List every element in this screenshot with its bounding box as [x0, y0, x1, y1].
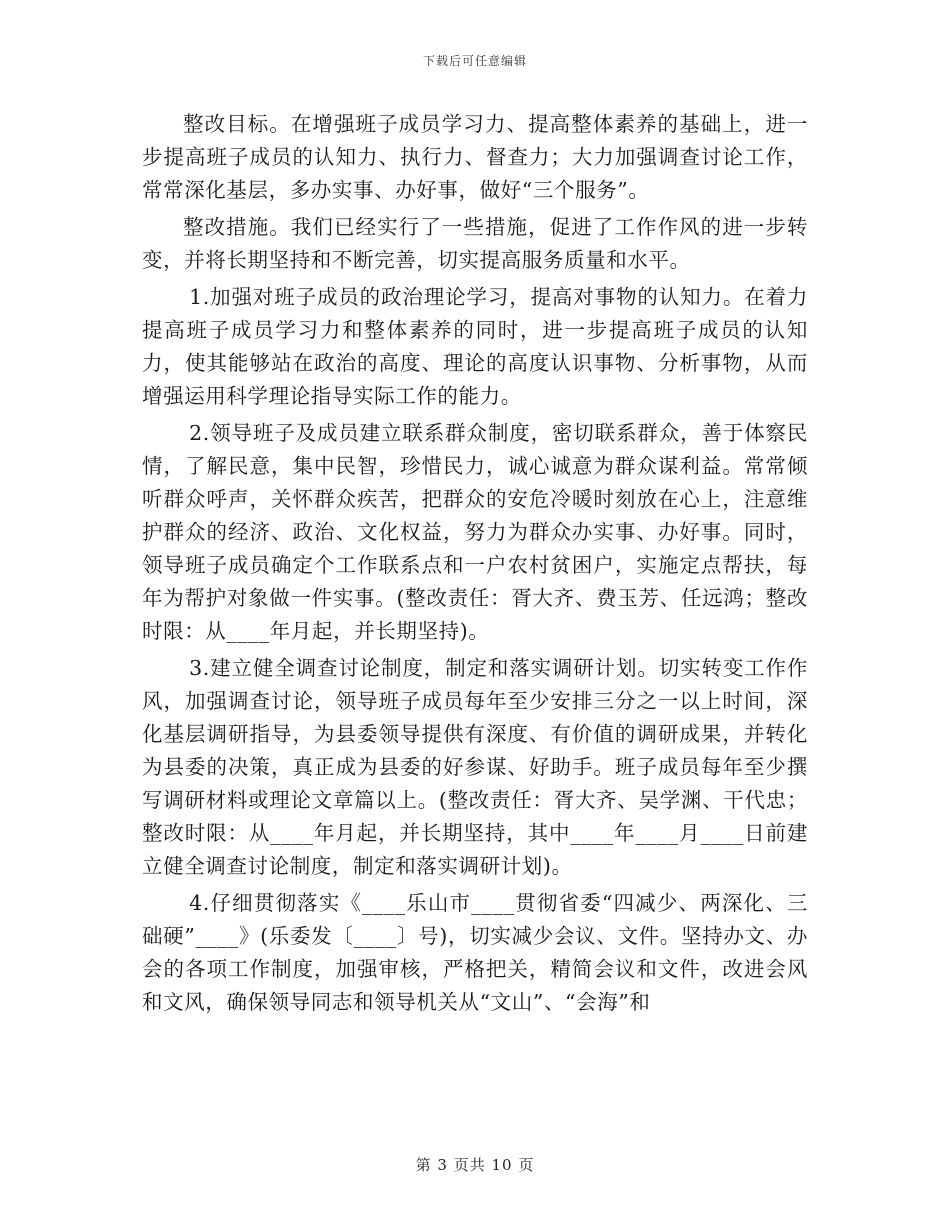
document-body [142, 108, 808, 1019]
paragraph-measures: 整改措施。我们已经实行了一些措施，促进了工作作风的进一步转变，并将长期坚持和不断完善，切实提高服务质量和水平。 [142, 215, 808, 272]
page-number: 第 3 页共 10 页 [415, 1156, 535, 1174]
paragraph-item-4: 4.仔细贯彻落实《____乐山市____贯彻省委“四减少、两深化、三础硬”____》(乐委发〔____〕号)，切实减少会议、文件。坚持办文、办会的各项工作制度，加强审核，严格把关，精简会议和文件，改进会风和文风，确保领导同志和领导机关从“文山”、“会海”和 [142, 891, 808, 1014]
paragraph-item-3: 3.建立健全调查讨论制度，制定和落实调研计划。切实转变工作作风，加强调查讨论，领导班子成员每年至少安排三分之一以上时间，深化基层调研指导，为县委领导提供有深度、有价值的调研成果，并转化为县委的决策，真正成为县委的好参谋、好助手。班子成员每年至少撰写调研材料或理论文章篇以上。(整改责任：胥大齐、吴学渊、干代忠；整改时限：从____年月起，并长期坚持，其中____年____月____日前建立健全调查讨论制度，制定和落实调研计划)。 [142, 656, 808, 878]
page-header: 下载后可任意编辑 [422, 54, 527, 68]
paragraph-goal: 整改目标。在增强班子成员学习力、提高整体素养的基础上，进一步提高班子成员的认知力、执行力、督查力；大力加强调查讨论工作，常常深化基层，多办实事、办好事，做好“三个服务”。 [142, 112, 808, 202]
paragraph-item-2: 2.领导班子及成员建立联系群众制度，密切联系群众，善于体察民情，了解民意，集中民智，珍惜民力，诚心诚意为群众谋利益。常常倾听群众呼声，关怀群众疾苦，把群众的安危冷暖时刻放在心上，注意维护群众的经济、政治、文化权益，努力为群众办实事、办好事。同时，领导班子成员确定个工作联系点和一户农村贫困户，实施定点帮扶，每年为帮护对象做一件实事。(整改责任：胥大齐、费玉芳、任远鸿；整改时限：从____年月起，并长期坚持)。 [142, 421, 808, 643]
paragraph-item-1: 1.加强对班子成员的政治理论学习，提高对事物的认知力。在着力提高班子成员学习力和整体素养的同时，进一步提高班子成员的认知力，使其能够站在政治的高度、理论的高度认识事物、分析事物，从而增强运用科学理论指导实际工作的能力。 [142, 285, 808, 408]
